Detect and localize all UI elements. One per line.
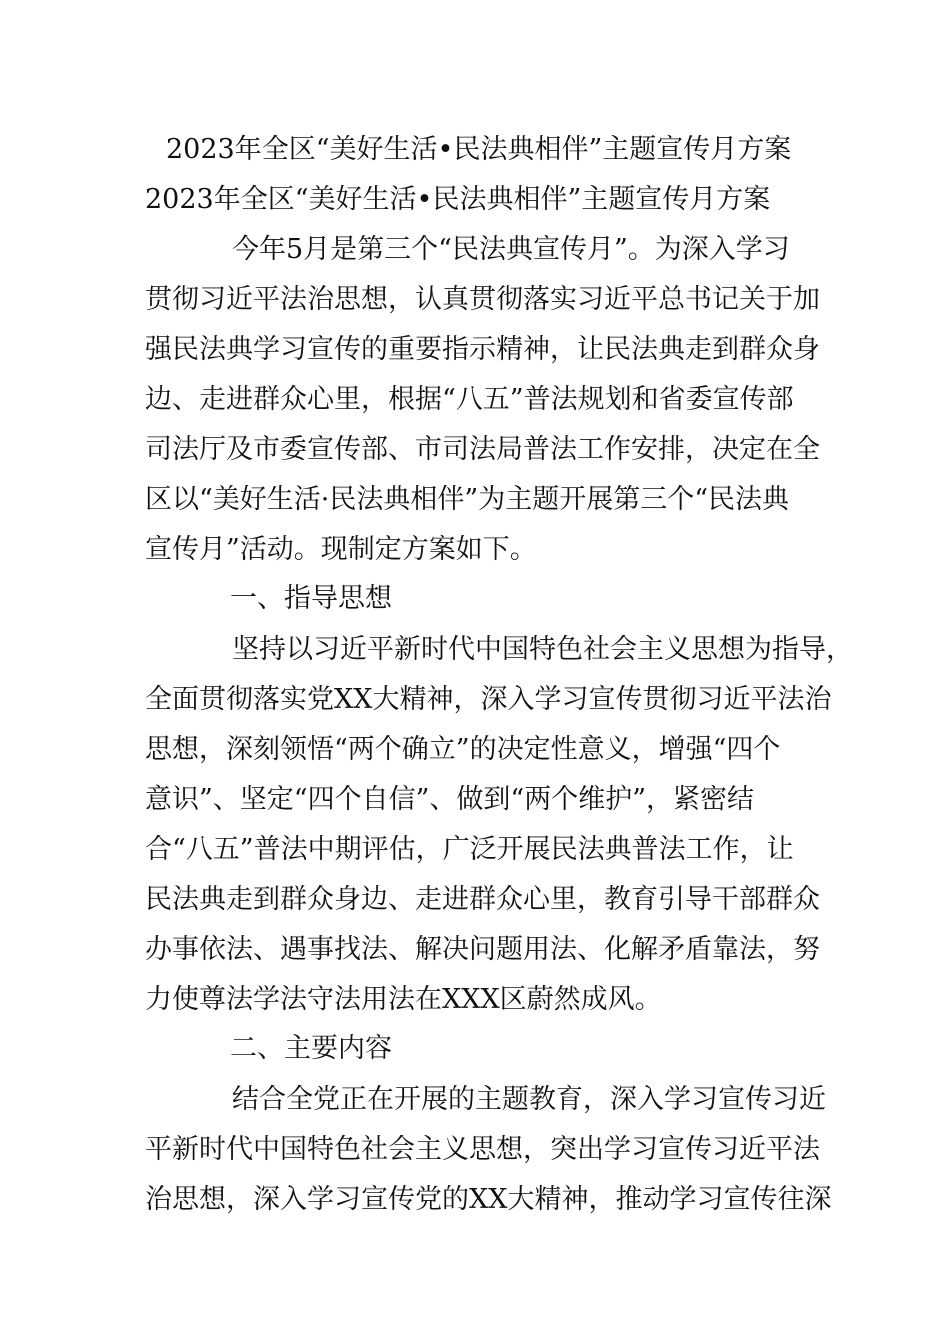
intro-line: 宣传月”活动。现制定方案如下。 [145, 534, 537, 565]
section-2-line: 治思想，深入学习宣传党的XX大精神，推动学习宣传往深 [145, 1184, 832, 1215]
section-1-line: 意识”、坚定“四个自信”、做到“两个维护”，紧密结 [145, 784, 755, 815]
section-1-line: 合“八五”普法中期评估，广泛开展民法典普法工作，让 [145, 834, 794, 865]
intro-line: 区以“美好生活·民法典相伴”为主题开展第三个“民法典 [145, 484, 789, 515]
section-1-line: 坚持以习近平新时代中国特色社会主义思想为指导， [232, 634, 853, 665]
section-1-line: 办事依法、遇事找法、解决问题用法、化解矛盾靠法，努 [145, 934, 820, 965]
section-heading-guiding-ideology: 一、指导思想 [230, 583, 392, 614]
intro-line: 强民法典学习宣传的重要指示精神，让民法典走到群众身 [145, 334, 820, 365]
document-subtitle: 2023年全区“美好生活•民法典相伴”主题宣传月方案 [145, 184, 771, 215]
intro-line: 边、走进群众心里，根据“八五”普法规划和省委宣传部 [145, 384, 794, 415]
intro-line: 今年5月是第三个“民法典宣传月”。为深入学习 [232, 234, 790, 265]
intro-line: 贯彻习近平法治思想，认真贯彻落实习近平总书记关于加 [145, 284, 820, 315]
section-1-line: 力使尊法学法守法用法在XXX区蔚然成风。 [145, 984, 662, 1015]
section-1-line: 全面贯彻落实党XX大精神，深入学习宣传贯彻习近平法治 [145, 684, 832, 715]
section-1-line: 民法典走到群众身边、走进群众心里，教育引导干部群众 [145, 884, 820, 915]
section-2-line: 平新时代中国特色社会主义思想，突出学习宣传习近平法 [145, 1134, 820, 1165]
intro-line: 司法厅及市委宣传部、市司法局普法工作安排，决定在全 [145, 434, 820, 465]
section-1-line: 思想，深刻领悟“两个确立”的决定性意义，增强“四个 [145, 734, 781, 765]
section-2-line: 结合全党正在开展的主题教育，深入学习宣传习近 [232, 1084, 826, 1115]
section-heading-main-content: 二、主要内容 [230, 1033, 392, 1064]
document-title: 2023年全区“美好生活•民法典相伴”主题宣传月方案 [166, 134, 792, 165]
